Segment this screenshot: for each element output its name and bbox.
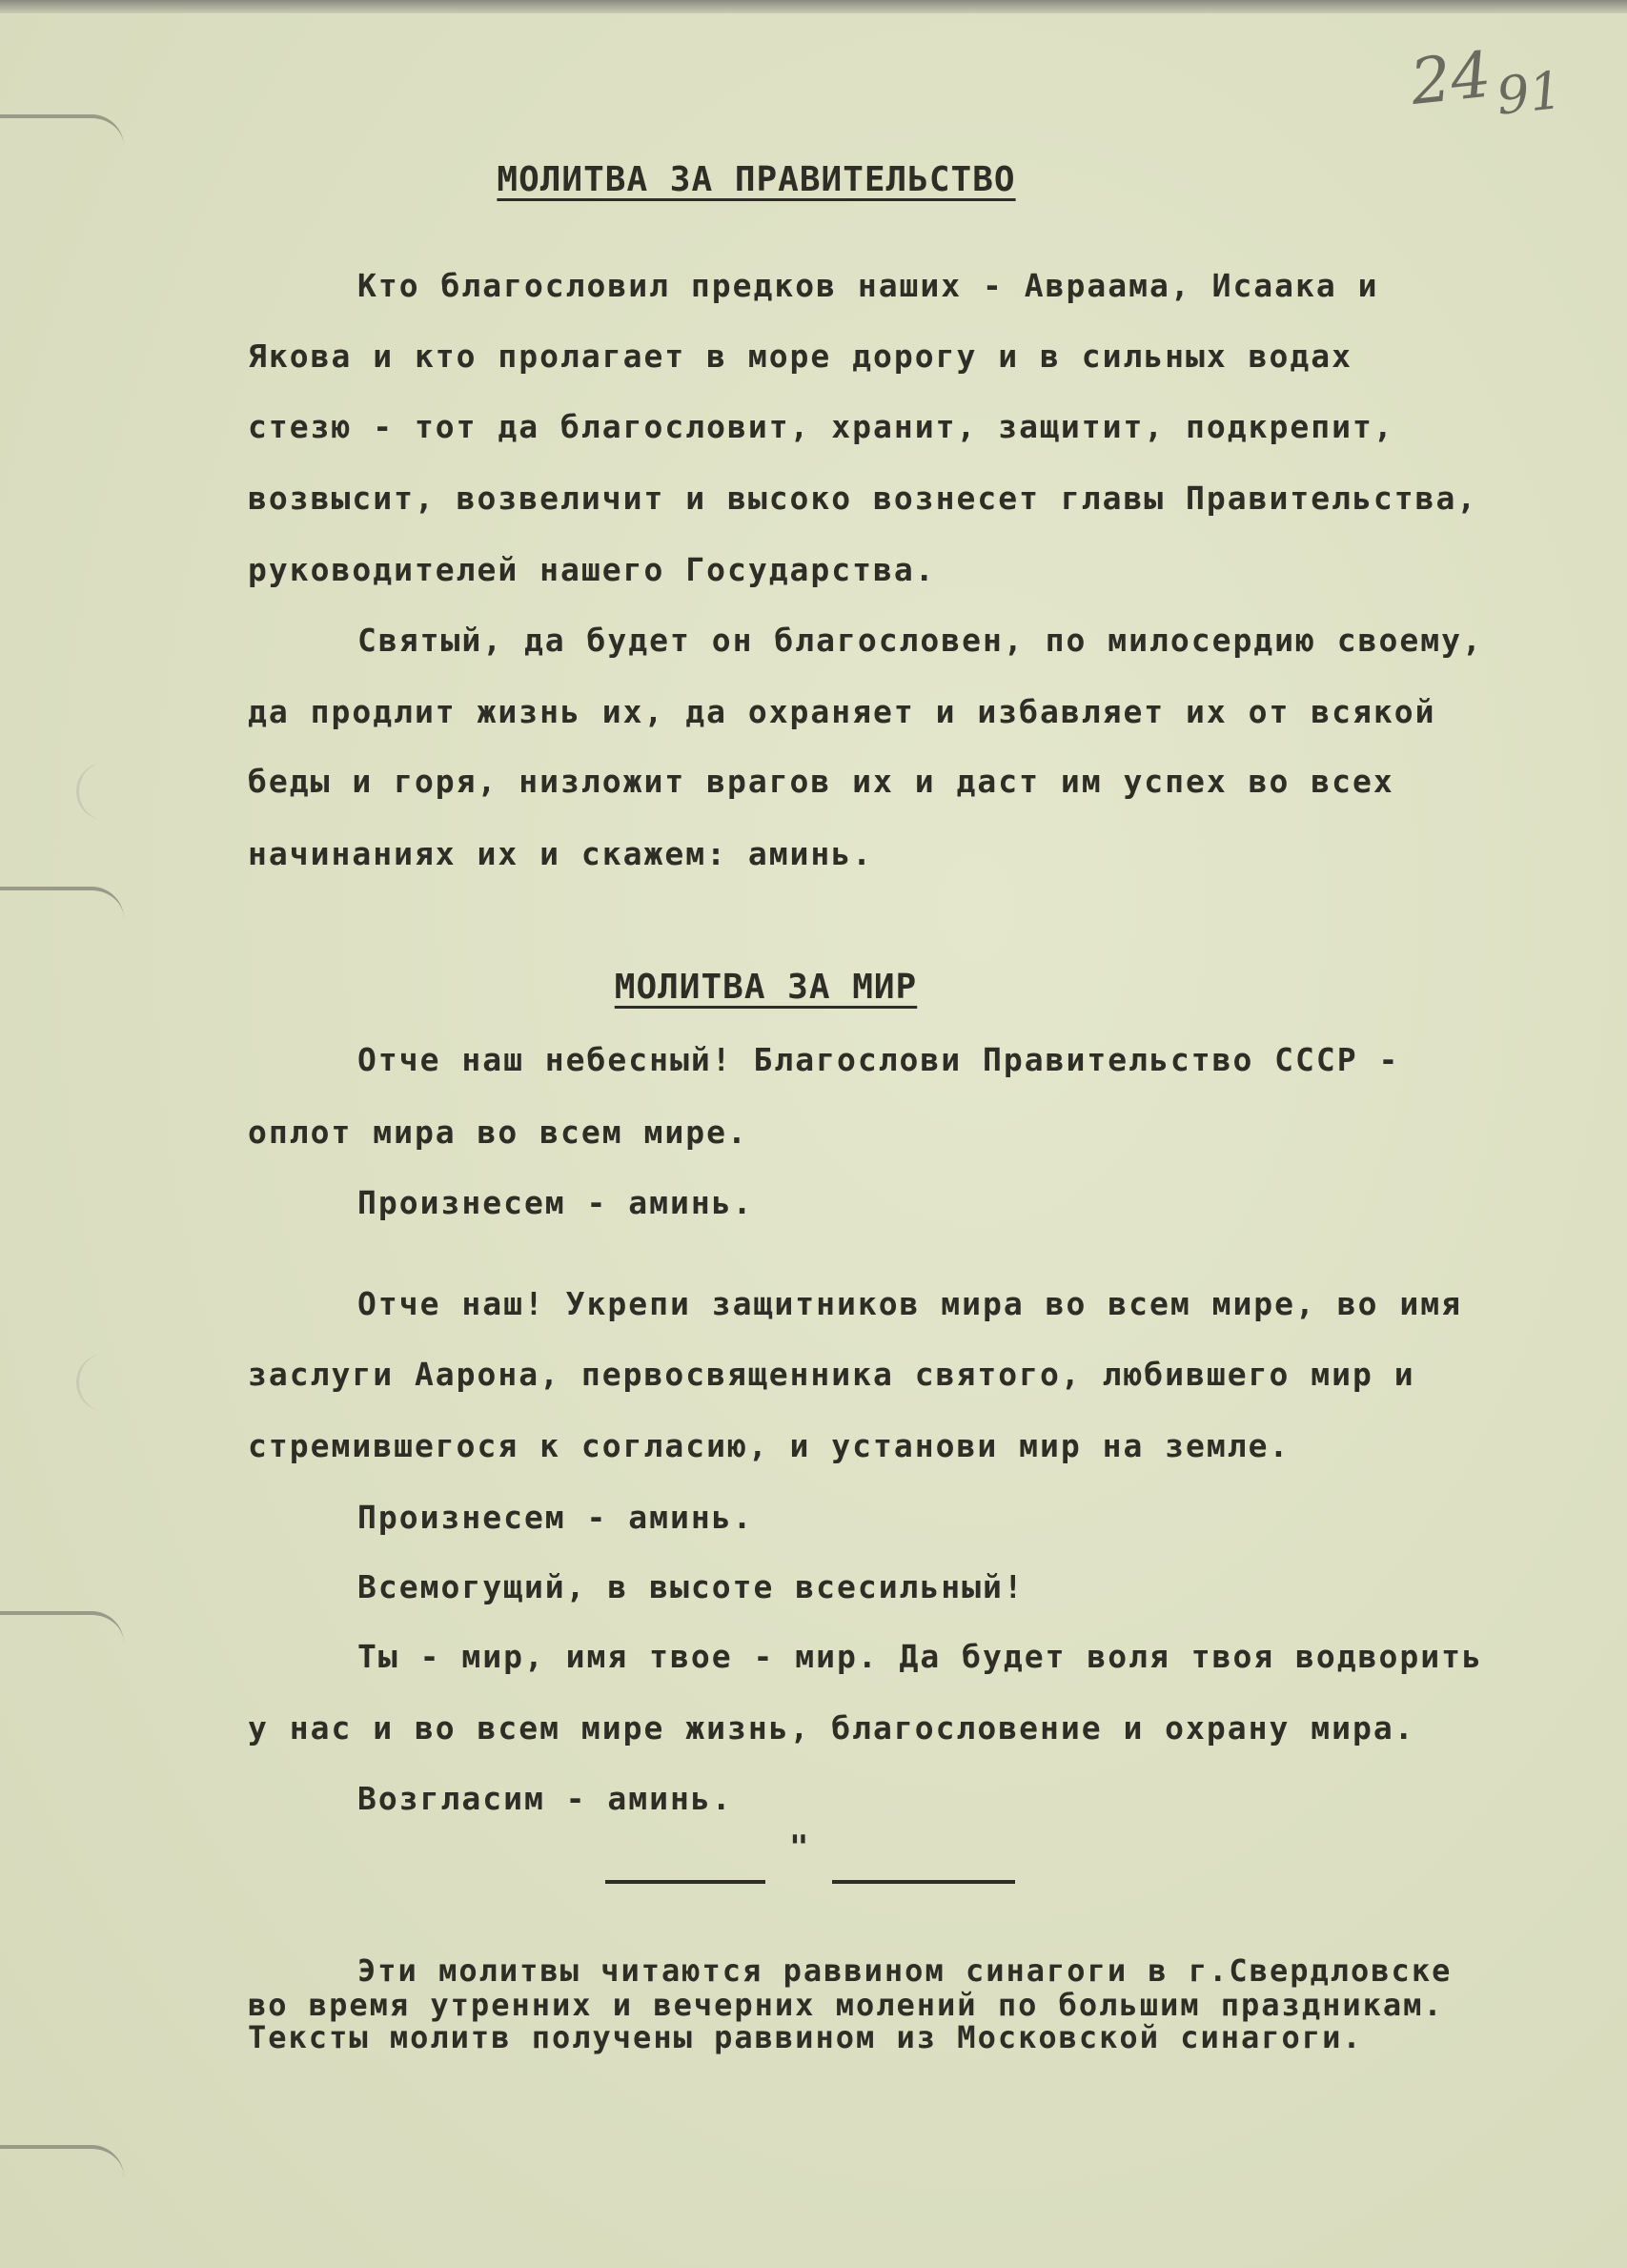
page-top-edge [0,0,1627,13]
text-line: Произнесем - аминь. [357,1499,754,1536]
text-line: Отче наш! Укрепи защитников мира во всем мире, во имя [357,1285,1462,1322]
text-line: да продлит жизнь их, да охраняет и избавляет их от всякой [248,693,1436,730]
text-line: у нас и во всем мире жизнь, благословение и охрану мира. [248,1709,1415,1747]
text-line: начинаниях их и скажем: аминь. [248,835,874,872]
note-line: во время утренних и вечерних молений по большим праздникам. [248,1987,1444,2023]
text-line: возвысит, возвеличит и высоко вознесет главы Правительства, [248,480,1478,517]
binding-thread [0,1611,124,1644]
text-line: Всемогущий, в высоте всесильный! [357,1568,1025,1605]
folio-sub: 91 [1494,59,1566,127]
text-line: руководителей нашего Государства. [248,551,936,588]
punch-hole [76,1354,113,1411]
binding-thread [0,887,124,919]
binding-thread [0,2145,124,2177]
text-line: Ты - мир, имя твое - мир. Да будет воля твоя водворить [357,1638,1483,1675]
text-line: оплот мира во всем мире. [248,1114,748,1151]
text-line: Святый, да будет он благословен, по милосердию своему, [357,622,1483,659]
text-line: Кто благословил предков наших - Авраама, Исаака и [357,267,1379,304]
folio-number [1407,31,1566,127]
binding-thread [0,114,124,147]
text-line: стезю - тот да благословит, хранит, защитит, подкрепит, [248,408,1394,445]
text-line: заслуги Аарона, первосвященника святого, любившего мир и [248,1356,1415,1393]
punch-hole [76,763,113,820]
note-line: Эти молитвы читаются раввином синагоги в г.Свердловске [357,1952,1453,1989]
heading-prayer-peace: МОЛИТВА ЗА МИР [614,968,918,1007]
ditto-mark: " [789,1829,809,1867]
note-line: Тексты молитв получены раввином из Московской синагоги. [248,2019,1363,2055]
text-line: беды и горя, низложит врагов их и даст им успех во всех [248,763,1394,800]
text-line: Якова и кто пролагает в море дорогу и в сильных водах [248,337,1352,375]
text-line: стремившегося к согласию, и установи мир на земле. [248,1427,1291,1464]
text-line: Возгласим - аминь. [357,1780,733,1817]
separator-dash-right [832,1880,1015,1884]
text-line: Произнесем - аминь. [357,1184,754,1221]
separator-dash-left [605,1880,765,1884]
text-line: Отче наш небесный! Благослови Правительство СССР - [357,1041,1400,1078]
folio-main: 24 [1407,37,1495,119]
heading-prayer-government: МОЛИТВА ЗА ПРАВИТЕЛЬСТВО [497,160,1016,199]
